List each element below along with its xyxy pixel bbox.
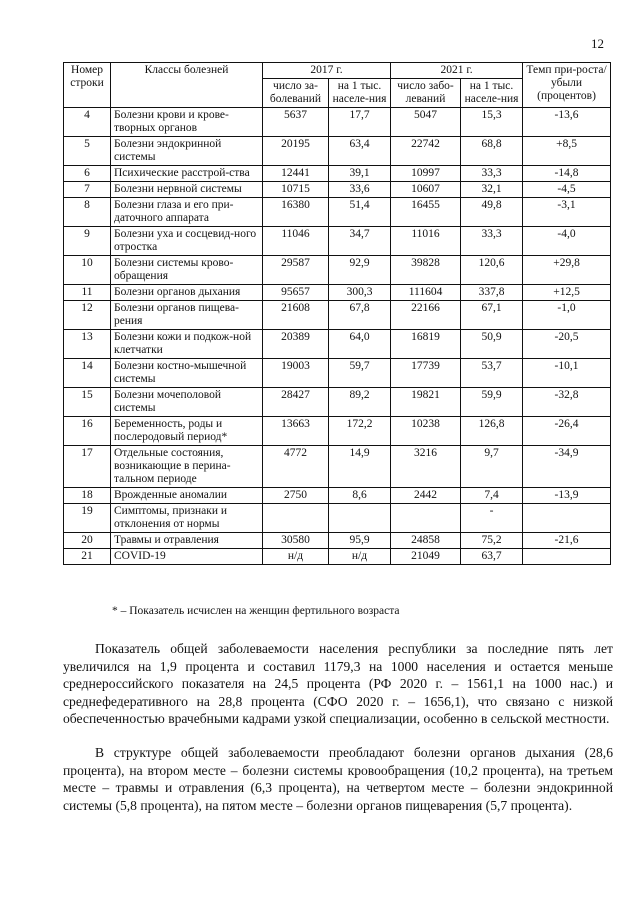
cell-cases-2021: 16819 <box>391 330 461 359</box>
cell-per-1000-2017: 14,9 <box>329 446 391 488</box>
cell-per-1000-2021: 33,3 <box>461 227 523 256</box>
cell-disease-class: Болезни эндокринной системы <box>111 137 263 166</box>
cell-per-1000-2017: 92,9 <box>329 256 391 285</box>
cell-cases-2017: 16380 <box>263 198 329 227</box>
cell-row-number: 11 <box>64 285 111 301</box>
cell-row-number: 18 <box>64 488 111 504</box>
cell-per-1000-2017: 17,7 <box>329 108 391 137</box>
cell-per-1000-2021: 126,8 <box>461 417 523 446</box>
cell-row-number: 20 <box>64 533 111 549</box>
cell-growth-rate <box>523 549 611 565</box>
cell-per-1000-2021: 7,4 <box>461 488 523 504</box>
page-number: 12 <box>591 36 604 51</box>
header-row-number: Номер строки <box>64 63 111 108</box>
cell-disease-class: Болезни костно-мышечной системы <box>111 359 263 388</box>
cell-cases-2017: 29587 <box>263 256 329 285</box>
header-growth-rate: Темп при-роста/убыли (процентов) <box>523 63 611 108</box>
cell-disease-class: Болезни системы крово-обращения <box>111 256 263 285</box>
cell-cases-2021: 22166 <box>391 301 461 330</box>
header-per-1000-2017: на 1 тыс. населе-ния <box>329 79 391 108</box>
cell-cases-2017: 11046 <box>263 227 329 256</box>
cell-row-number: 16 <box>64 417 111 446</box>
cell-growth-rate: -3,1 <box>523 198 611 227</box>
cell-per-1000-2021: 9,7 <box>461 446 523 488</box>
cell-per-1000-2021: 75,2 <box>461 533 523 549</box>
cell-cases-2017: 95657 <box>263 285 329 301</box>
cell-row-number: 9 <box>64 227 111 256</box>
cell-per-1000-2021: 68,8 <box>461 137 523 166</box>
cell-per-1000-2021: 50,9 <box>461 330 523 359</box>
table-row <box>64 182 611 198</box>
cell-growth-rate: +29,8 <box>523 256 611 285</box>
cell-disease-class: Психические расстрой-ства <box>111 166 263 182</box>
cell-disease-class: Отдельные состояния, возникающие в перина-тальном периоде <box>111 446 263 488</box>
cell-row-number: 12 <box>64 301 111 330</box>
cell-per-1000-2017: 300,3 <box>329 285 391 301</box>
cell-cases-2017: 12441 <box>263 166 329 182</box>
cell-disease-class: Болезни мочеполовой системы <box>111 388 263 417</box>
cell-row-number: 15 <box>64 388 111 417</box>
cell-per-1000-2021: 67,1 <box>461 301 523 330</box>
cell-growth-rate: -4,0 <box>523 227 611 256</box>
header-cases-2017: число за-болеваний <box>263 79 329 108</box>
cell-cases-2017: 21608 <box>263 301 329 330</box>
table-row <box>64 227 611 256</box>
cell-per-1000-2017 <box>329 504 391 533</box>
cell-disease-class: COVID-19 <box>111 549 263 565</box>
cell-cases-2021: 111604 <box>391 285 461 301</box>
cell-growth-rate: -32,8 <box>523 388 611 417</box>
cell-per-1000-2017: 59,7 <box>329 359 391 388</box>
cell-cases-2017: 4772 <box>263 446 329 488</box>
cell-per-1000-2021: 49,8 <box>461 198 523 227</box>
table-row <box>64 330 611 359</box>
cell-row-number: 7 <box>64 182 111 198</box>
cell-disease-class: Болезни органов пищева-рения <box>111 301 263 330</box>
cell-per-1000-2017: 89,2 <box>329 388 391 417</box>
paragraph-morbidity-structure: В структуре общей заболеваемости преобладают болезни органов дыхания (28,6 процента), на втором месте – болезни системы кровообращения (10,2 процента), на третьем месте – травмы и отравления (6,3 процента), на четвертом месте – болезни эндокринной системы (5,8 процента), на пятом месте – болезни органов пищеварения (5,7 процента). <box>63 745 613 813</box>
cell-cases-2021: 19821 <box>391 388 461 417</box>
cell-cases-2021: 10997 <box>391 166 461 182</box>
table-row <box>64 488 611 504</box>
cell-cases-2021: 21049 <box>391 549 461 565</box>
header-disease-class: Классы болезней <box>111 63 263 108</box>
cell-cases-2017: 13663 <box>263 417 329 446</box>
cell-cases-2021 <box>391 504 461 533</box>
table-row <box>64 301 611 330</box>
cell-disease-class: Болезни нервной системы <box>111 182 263 198</box>
cell-growth-rate: -13,9 <box>523 488 611 504</box>
cell-row-number: 14 <box>64 359 111 388</box>
cell-per-1000-2021: 53,7 <box>461 359 523 388</box>
table-row <box>64 198 611 227</box>
cell-per-1000-2021: 337,8 <box>461 285 523 301</box>
cell-cases-2021: 3216 <box>391 446 461 488</box>
cell-per-1000-2021: 120,6 <box>461 256 523 285</box>
table-row <box>64 504 611 533</box>
cell-per-1000-2021: 33,3 <box>461 166 523 182</box>
cell-row-number: 17 <box>64 446 111 488</box>
table-row <box>64 549 611 565</box>
table-row <box>64 166 611 182</box>
cell-growth-rate: -26,4 <box>523 417 611 446</box>
cell-per-1000-2021: 32,1 <box>461 182 523 198</box>
cell-per-1000-2021: 15,3 <box>461 108 523 137</box>
cell-row-number: 6 <box>64 166 111 182</box>
cell-cases-2021: 11016 <box>391 227 461 256</box>
cell-growth-rate: +8,5 <box>523 137 611 166</box>
cell-per-1000-2017: 63,4 <box>329 137 391 166</box>
cell-cases-2017: н/д <box>263 549 329 565</box>
cell-cases-2021: 2442 <box>391 488 461 504</box>
morbidity-table-container <box>63 62 610 565</box>
cell-per-1000-2021: - <box>461 504 523 533</box>
cell-disease-class: Болезни кожи и подкож-ной клетчатки <box>111 330 263 359</box>
cell-disease-class: Беременность, роды и послеродовый период* <box>111 417 263 446</box>
cell-cases-2017: 10715 <box>263 182 329 198</box>
cell-growth-rate: -1,0 <box>523 301 611 330</box>
table-row <box>64 137 611 166</box>
cell-cases-2021: 22742 <box>391 137 461 166</box>
cell-cases-2021: 24858 <box>391 533 461 549</box>
table-row <box>64 256 611 285</box>
header-per-1000-2021: на 1 тыс. населе-ния <box>461 79 523 108</box>
cell-growth-rate <box>523 504 611 533</box>
cell-row-number: 8 <box>64 198 111 227</box>
cell-cases-2017: 28427 <box>263 388 329 417</box>
cell-cases-2021: 17739 <box>391 359 461 388</box>
cell-growth-rate: -4,5 <box>523 182 611 198</box>
cell-cases-2017: 20389 <box>263 330 329 359</box>
cell-per-1000-2017: 51,4 <box>329 198 391 227</box>
header-cases-2021: число забо-леваний <box>391 79 461 108</box>
cell-cases-2017: 20195 <box>263 137 329 166</box>
cell-disease-class: Болезни глаза и его при-даточного аппарата <box>111 198 263 227</box>
cell-disease-class: Болезни крови и крове-творных органов <box>111 108 263 137</box>
table-row <box>64 388 611 417</box>
cell-growth-rate: -20,5 <box>523 330 611 359</box>
cell-cases-2017: 2750 <box>263 488 329 504</box>
cell-per-1000-2017: 95,9 <box>329 533 391 549</box>
cell-per-1000-2017: 39,1 <box>329 166 391 182</box>
cell-cases-2021: 10607 <box>391 182 461 198</box>
table-row <box>64 285 611 301</box>
table-row <box>64 533 611 549</box>
cell-growth-rate: -34,9 <box>523 446 611 488</box>
table-row <box>64 108 611 137</box>
cell-per-1000-2021: 59,9 <box>461 388 523 417</box>
cell-cases-2017: 5637 <box>263 108 329 137</box>
table-body <box>64 108 611 565</box>
cell-row-number: 10 <box>64 256 111 285</box>
cell-row-number: 19 <box>64 504 111 533</box>
cell-row-number: 4 <box>64 108 111 137</box>
cell-cases-2017: 30580 <box>263 533 329 549</box>
paragraph-morbidity-overview: Показатель общей заболеваемости населения республики за последние пять лет увеличился на 1,9 процента и составил 1179,3 на 1000 населения и остается меньше среднероссийского показателя на 24,5 процента (РФ 2020 г. – 1561,1 на 1000 нас.) и среднефедеративного на 28,8 процента (СФО 2020 г. – 1656,1), что связано с низкой обеспеченностью врачебными кадрами узкой специализации, особенно в сельской местности. <box>63 641 613 726</box>
cell-disease-class: Врожденные аномалии <box>111 488 263 504</box>
cell-growth-rate: +12,5 <box>523 285 611 301</box>
cell-disease-class: Травмы и отравления <box>111 533 263 549</box>
cell-growth-rate: -21,6 <box>523 533 611 549</box>
table-row <box>64 417 611 446</box>
cell-growth-rate: -13,6 <box>523 108 611 137</box>
cell-cases-2021: 10238 <box>391 417 461 446</box>
header-year-2021: 2021 г. <box>391 63 523 79</box>
header-year-2017: 2017 г. <box>263 63 391 79</box>
cell-row-number: 13 <box>64 330 111 359</box>
cell-per-1000-2017: 8,6 <box>329 488 391 504</box>
cell-per-1000-2017: 172,2 <box>329 417 391 446</box>
table-row <box>64 359 611 388</box>
morbidity-table <box>63 62 611 565</box>
cell-cases-2021: 16455 <box>391 198 461 227</box>
cell-growth-rate: -14,8 <box>523 166 611 182</box>
cell-growth-rate: -10,1 <box>523 359 611 388</box>
table-footnote: * – Показатель исчислен на женщин фертильного возраста <box>112 605 400 617</box>
cell-per-1000-2017: 67,8 <box>329 301 391 330</box>
cell-disease-class: Болезни уха и сосцевид-ного отростка <box>111 227 263 256</box>
cell-disease-class: Болезни органов дыхания <box>111 285 263 301</box>
cell-per-1000-2017: н/д <box>329 549 391 565</box>
cell-row-number: 21 <box>64 549 111 565</box>
cell-per-1000-2017: 34,7 <box>329 227 391 256</box>
cell-cases-2021: 5047 <box>391 108 461 137</box>
cell-row-number: 5 <box>64 137 111 166</box>
table-row <box>64 446 611 488</box>
cell-per-1000-2017: 64,0 <box>329 330 391 359</box>
cell-cases-2021: 39828 <box>391 256 461 285</box>
cell-disease-class: Симптомы, признаки и отклонения от нормы <box>111 504 263 533</box>
cell-per-1000-2021: 63,7 <box>461 549 523 565</box>
cell-cases-2017: 19003 <box>263 359 329 388</box>
cell-per-1000-2017: 33,6 <box>329 182 391 198</box>
cell-cases-2017 <box>263 504 329 533</box>
